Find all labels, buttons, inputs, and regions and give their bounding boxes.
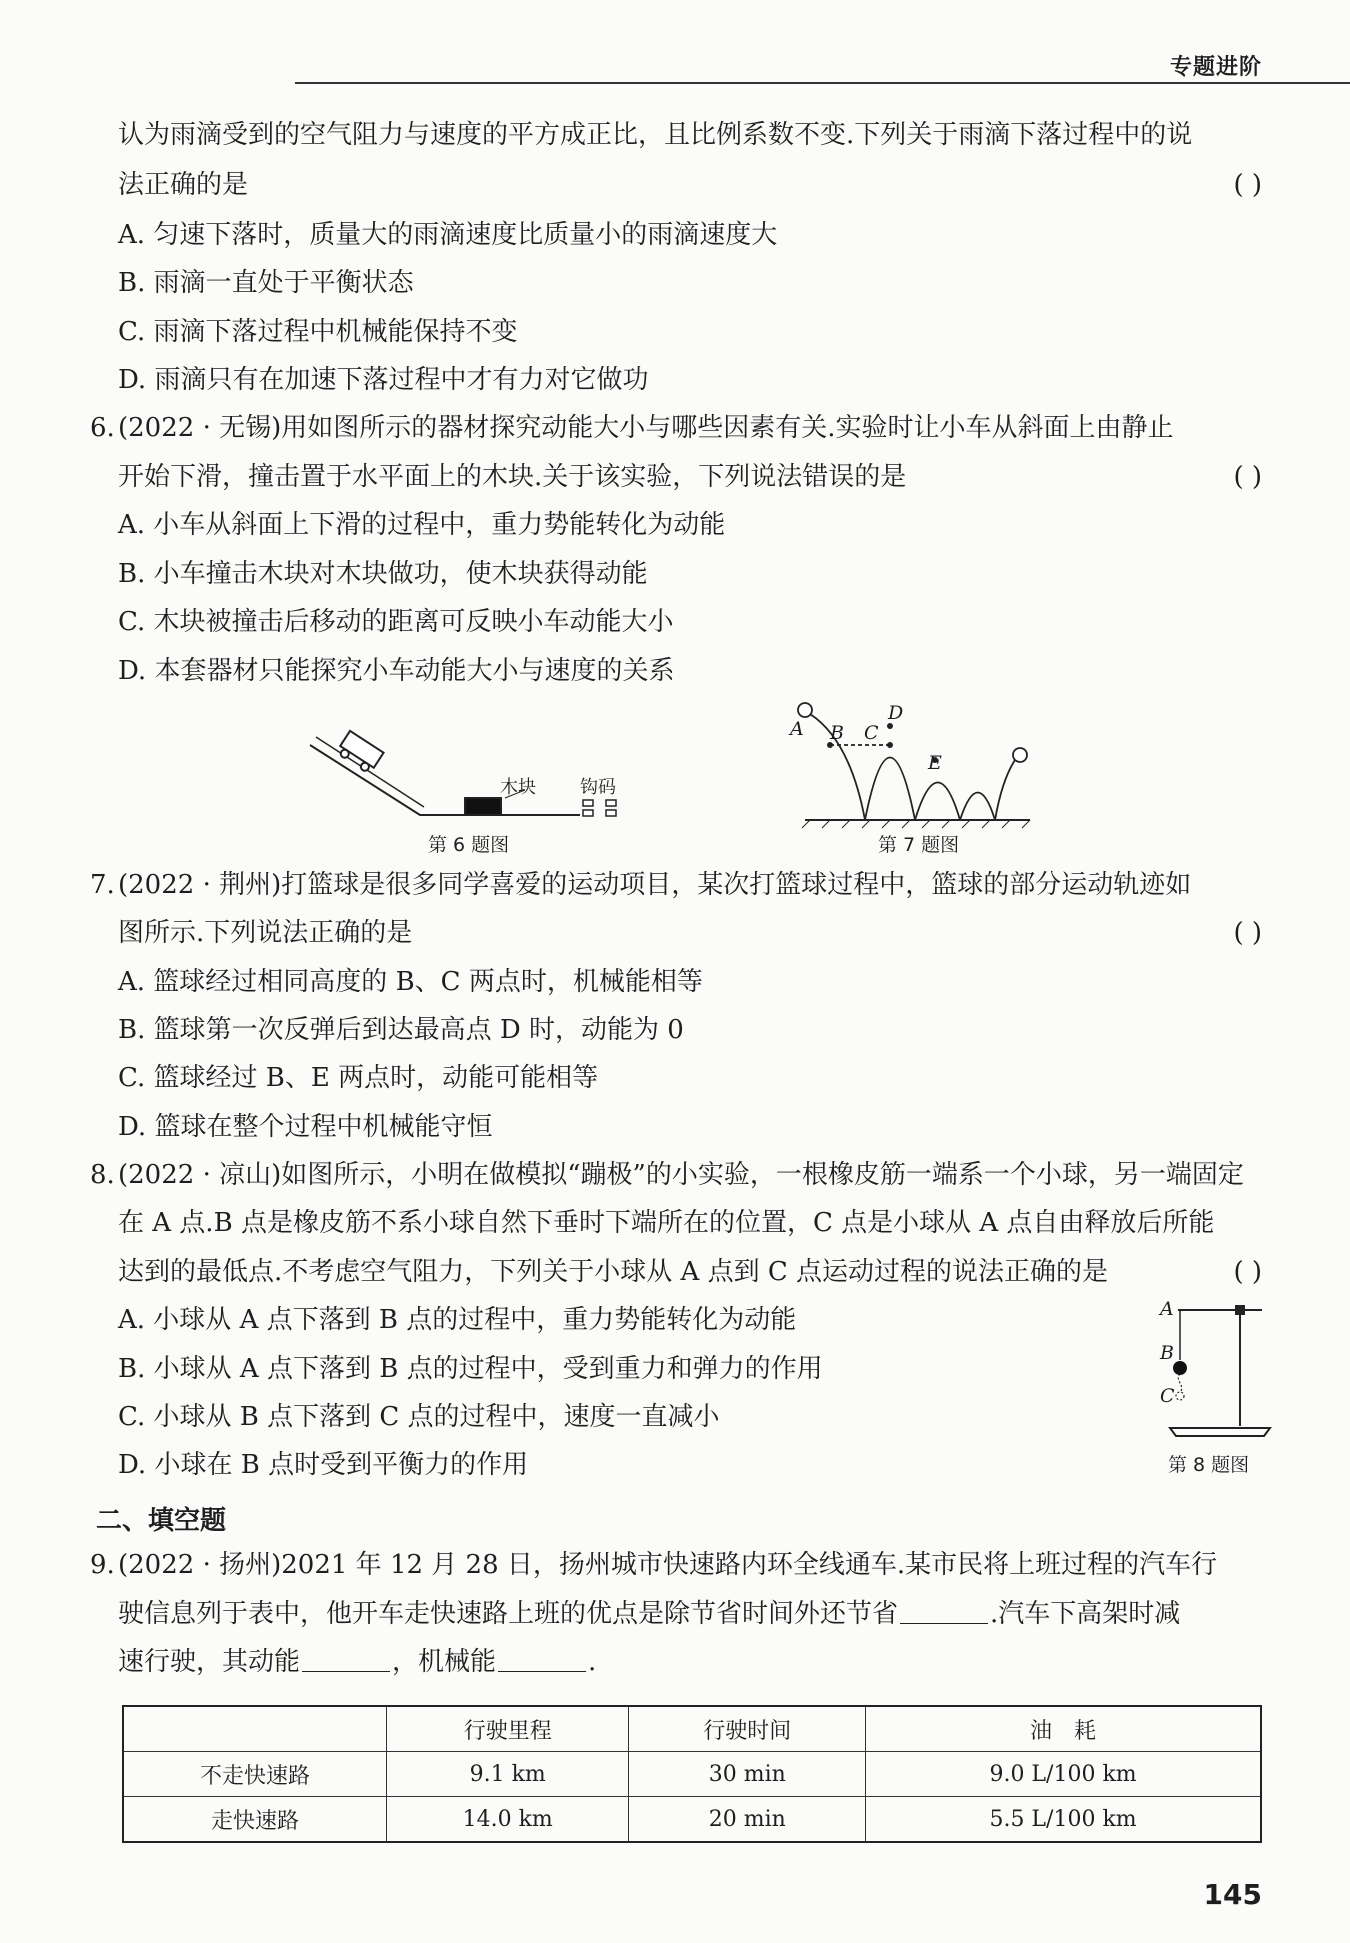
- table-cell: 30 min: [629, 1752, 866, 1797]
- fig6-caption: 第 6 题图: [428, 834, 510, 856]
- fig6-block-label: 木块: [500, 777, 536, 798]
- q9-line3-end: .: [588, 1647, 597, 1677]
- q9-number: 9.: [90, 1550, 115, 1580]
- q8-stem-text: (2022 · 凉山)如图所示，小明在做模拟“蹦极”的小实验，一根橡皮筋一端系一个小球，另一端固定: [118, 1160, 1244, 1190]
- q9-line2-text: 驶信息列于表中，他开车走快速路上班的优点是除节省时间外还节省: [118, 1599, 899, 1629]
- table-cell: 20 min: [629, 1797, 866, 1843]
- fig8-label-b: B: [1160, 1342, 1174, 1364]
- q7-number: 7.: [90, 870, 115, 900]
- table-cell: 14.0 km: [387, 1797, 629, 1843]
- q6-option-d: D. 本套器材只能探究小车动能大小与速度的关系: [118, 656, 675, 686]
- header-rule: [295, 82, 1350, 84]
- q5-stem-line1: 认为雨滴受到的空气阻力与速度的平方成正比，且比例系数不变.下列关于雨滴下落过程中的说: [118, 120, 1193, 150]
- table-cell: 不走快速路: [123, 1752, 387, 1797]
- fig6-weights-label: 钩码: [580, 777, 616, 798]
- q5-answer-paren: ( ): [1233, 170, 1262, 200]
- table-header-row: [123, 1706, 1261, 1752]
- q7-stem-line1: [90, 868, 1192, 902]
- table-header-cell: 行驶时间: [629, 1706, 866, 1752]
- q9-line3-text: 速行驶，其动能: [118, 1647, 301, 1677]
- q9-stem-text: (2022 · 扬州)2021 年 12 月 28 日，扬州城市快速路内环全线通车.某市民将上班过程的汽车行: [118, 1550, 1218, 1580]
- table-row: [123, 1752, 1261, 1797]
- figure-7-trajectory: [790, 700, 1050, 830]
- q7-option-d: D. 篮球在整个过程中机械能守恒: [118, 1112, 493, 1142]
- fig7-label-e: E: [928, 752, 942, 774]
- q8-answer-paren: ( ): [1233, 1257, 1262, 1287]
- fig7-label-b: B: [830, 722, 844, 744]
- section-header-title: 专题进阶: [1169, 55, 1262, 80]
- fig7-label-a: A: [790, 718, 804, 740]
- q7-stem-line2: 图所示.下列说法正确的是: [118, 918, 413, 948]
- q9-stem-line1: [90, 1548, 1218, 1582]
- table-header-cell: 行驶里程: [387, 1706, 629, 1752]
- q8-stem-line1: [90, 1158, 1244, 1192]
- q9-line3-mid: ，机械能: [392, 1647, 497, 1677]
- q6-answer-paren: ( ): [1233, 462, 1262, 492]
- q8-stem-line3: 达到的最低点.不考虑空气阻力，下列关于小球从 A 点到 C 点运动过程的说法正确的是: [118, 1257, 1108, 1287]
- figure-8-bungee-stand: [1160, 1298, 1275, 1443]
- page-number: 145: [1203, 1878, 1262, 1911]
- q5-option-c: C. 雨滴下落过程中机械能保持不变: [118, 317, 518, 347]
- driving-info-table: [122, 1705, 1262, 1843]
- q8-option-c: C. 小球从 B 点下落到 C 点的过程中，速度一直减小: [118, 1402, 720, 1432]
- q9-blank-3: [498, 1647, 586, 1672]
- q7-stem-text: (2022 · 荆州)打篮球是很多同学喜爱的运动项目，某次打篮球过程中，篮球的部分运动轨迹如: [118, 870, 1192, 900]
- table-cell: 5.5 L/100 km: [866, 1797, 1261, 1843]
- q6-option-b: B. 小车撞击木块对木块做功，使木块获得动能: [118, 559, 648, 589]
- q6-option-a: A. 小车从斜面上下滑的过程中，重力势能转化为动能: [118, 510, 726, 540]
- q9-blank-2: [302, 1647, 390, 1672]
- q6-option-c: C. 木块被撞击后移动的距离可反映小车动能大小: [118, 607, 674, 637]
- q7-answer-paren: ( ): [1233, 918, 1262, 948]
- q7-option-b: B. 篮球第一次反弹后到达最高点 D 时，动能为 0: [118, 1015, 684, 1045]
- q8-option-d: D. 小球在 B 点时受到平衡力的作用: [118, 1450, 529, 1480]
- q8-number: 8.: [90, 1160, 115, 1190]
- q5-option-d: D. 雨滴只有在加速下落过程中才有力对它做功: [118, 365, 649, 395]
- q8-option-b: B. 小球从 A 点下落到 B 点的过程中，受到重力和弹力的作用: [118, 1354, 823, 1384]
- section-fill-in-title: 二、填空题: [96, 1506, 227, 1536]
- q5-option-b: B. 雨滴一直处于平衡状态: [118, 268, 414, 298]
- q9-line2-tail: .汽车下高架时减: [990, 1599, 1181, 1629]
- table-cell: 9.1 km: [387, 1752, 629, 1797]
- q5-stem-line2: 法正确的是: [118, 170, 249, 200]
- table-cell: 9.0 L/100 km: [866, 1752, 1261, 1797]
- q8-option-a: A. 小球从 A 点下落到 B 点的过程中，重力势能转化为动能: [118, 1305, 797, 1335]
- q9-stem-line2: [118, 1597, 1180, 1631]
- fig8-caption: 第 8 题图: [1168, 1454, 1250, 1476]
- q7-option-c: C. 篮球经过 B、E 两点时，动能可能相等: [118, 1063, 599, 1093]
- fig7-label-d: D: [888, 702, 904, 724]
- q6-number: 6.: [90, 413, 115, 443]
- fig7-label-c: C: [864, 722, 879, 744]
- fig8-label-c: C: [1160, 1385, 1175, 1407]
- fig8-label-a: A: [1160, 1298, 1174, 1320]
- table-row: [123, 1797, 1261, 1843]
- q8-stem-line2: 在 A 点.B 点是橡皮筋不系小球自然下垂时下端所在的位置，C 点是小球从 A 点自由释放后所能: [118, 1208, 1215, 1238]
- table-cell: 走快速路: [123, 1797, 387, 1843]
- q5-option-a: A. 匀速下落时，质量大的雨滴速度比质量小的雨滴速度大: [118, 220, 778, 250]
- table-header-cell: 油 耗: [866, 1706, 1261, 1752]
- q6-stem-text: (2022 · 无锡)用如图所示的器材探究动能大小与哪些因素有关.实验时让小车从斜面上由静止: [118, 413, 1174, 443]
- table-header-cell: [123, 1706, 387, 1752]
- q7-option-a: A. 篮球经过相同高度的 B、C 两点时，机械能相等: [118, 967, 703, 997]
- q6-stem-line1: [90, 411, 1174, 445]
- fig7-caption: 第 7 题图: [878, 834, 960, 856]
- q6-stem-line2: 开始下滑，撞击置于水平面上的木块.关于该实验，下列说法错误的是: [118, 462, 907, 492]
- q9-blank-1: [900, 1599, 988, 1624]
- q9-stem-line3: [118, 1645, 596, 1679]
